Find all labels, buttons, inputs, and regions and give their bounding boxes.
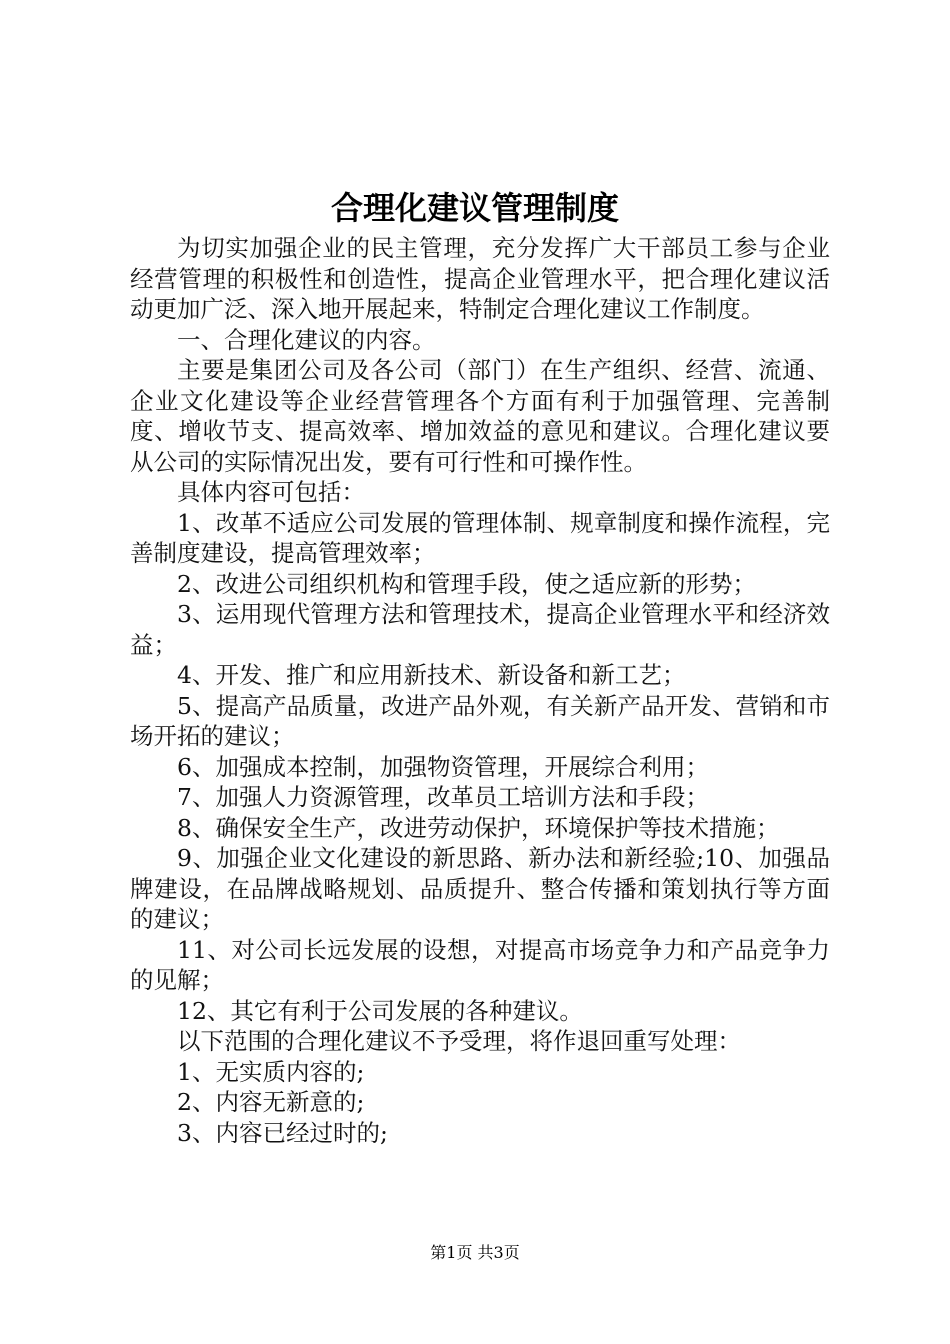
list-item: 5、提高产品质量，改进产品外观，有关新产品开发、营销和市场开拓的建议； bbox=[130, 691, 830, 750]
list-item: 1、无实质内容的; bbox=[177, 1057, 365, 1086]
list-item: 2、改进公司组织机构和管理手段，使之适应新的形势； bbox=[177, 569, 756, 598]
page-footer: 第1页 共3页 bbox=[430, 1243, 520, 1262]
paragraph: 为切实加强企业的民主管理，充分发挥广大干部员工参与企业经营管理的积极性和创造性，提高企业管理水平，把合理化建议活动更加广泛、深入地开展起来，特制定合理化建议工作制度。 bbox=[130, 234, 830, 323]
list-item: 1、改革不适应公司发展的管理体制、规章制度和操作流程，完善制度建设，提高管理效率； bbox=[130, 508, 830, 567]
section-heading: 一、合理化建议的内容。 bbox=[177, 325, 436, 354]
list-item: 2、内容无新意的; bbox=[177, 1088, 365, 1116]
list-item: 12、其它有利于公司发展的各种建议。 bbox=[177, 996, 583, 1025]
document-body bbox=[130, 233, 830, 1148]
list-item: 11、对公司长远发展的设想，对提高市场竞争力和产品竞争力的见解； bbox=[130, 935, 830, 994]
paragraph: 具体内容可包括： bbox=[177, 478, 365, 506]
list-item: 6、加强成本控制，加强物资管理，开展综合利用； bbox=[177, 752, 709, 781]
list-item: 9、加强企业文化建设的新思路、新办法和新经验;10、加强品牌建设，在品牌战略规划、品质提升、整合传播和策划执行等方面的建议； bbox=[130, 844, 830, 933]
list-item: 3、运用现代管理方法和管理技术，提高企业管理水平和经济效益； bbox=[130, 600, 830, 659]
list-item: 3、内容已经过时的; bbox=[177, 1118, 388, 1147]
paragraph: 主要是集团公司及各公司（部门）在生产组织、经营、流通、企业文化建设等企业经营管理各个方面有利于加强管理、完善制度、增收节支、提高效率、增加效益的意见和建议。合理化建议要从公司的实际情况出发，要有可行性和可操作性。 bbox=[130, 356, 830, 476]
list-item: 4、开发、推广和应用新技术、新设备和新工艺； bbox=[177, 661, 686, 689]
document-title: 合理化建议管理制度 bbox=[330, 189, 619, 227]
list-item: 7、加强人力资源管理，改革员工培训方法和手段； bbox=[177, 783, 709, 811]
list-item: 8、确保安全生产，改进劳动保护，环境保护等技术措施； bbox=[177, 813, 780, 842]
paragraph: 以下范围的合理化建议不予受理，将作退回重写处理： bbox=[177, 1027, 741, 1055]
